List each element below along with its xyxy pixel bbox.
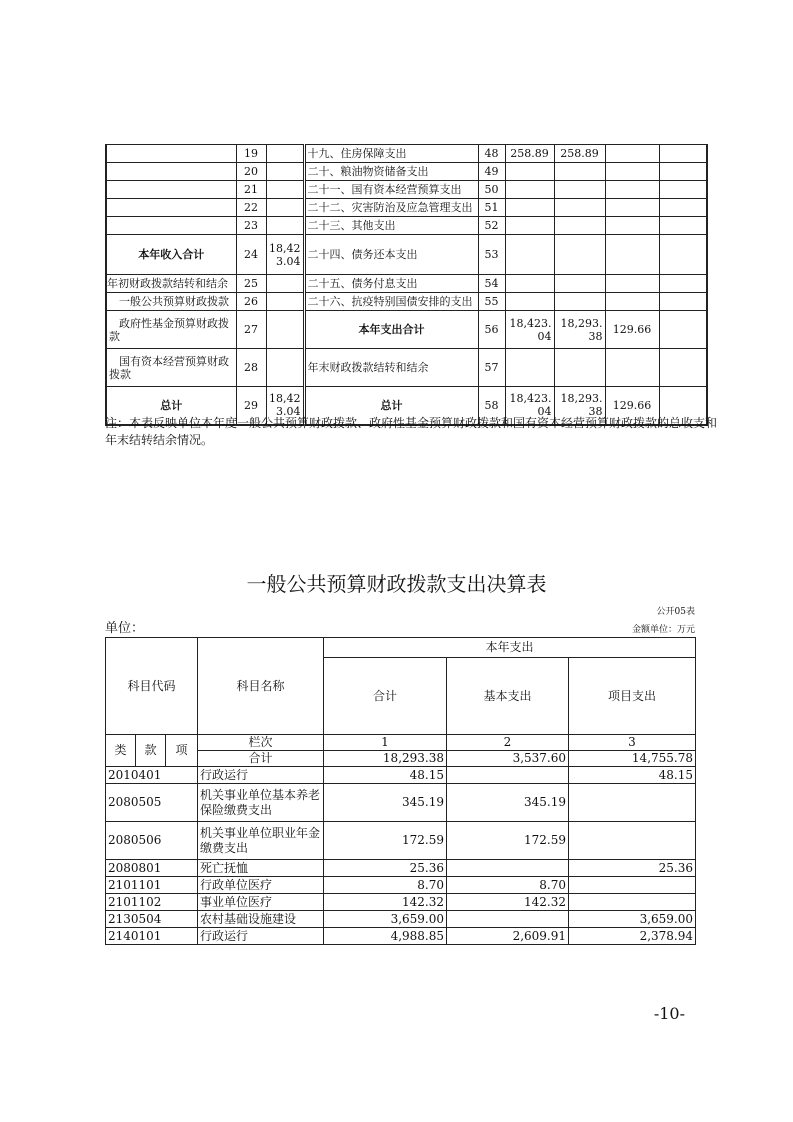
income-amount xyxy=(266,145,304,163)
amount-basic xyxy=(447,911,569,928)
amount-project xyxy=(569,894,696,911)
expense-amount-b xyxy=(554,181,605,199)
expense-amount-c xyxy=(605,145,659,163)
income-amount xyxy=(266,163,304,181)
header-lanci: 栏次 xyxy=(198,735,324,751)
income-expense-table xyxy=(105,144,708,426)
table-row xyxy=(106,293,707,311)
expense-amount-b xyxy=(554,199,605,217)
expense-amount-a: 258.89 xyxy=(505,145,554,163)
amount-project xyxy=(569,784,696,822)
sum-label: 合计 xyxy=(198,751,324,767)
page-title: 一般公共预算财政拨款支出决算表 xyxy=(246,572,547,596)
subject-code: 2010401 xyxy=(106,767,198,784)
amount-total: 345.19 xyxy=(324,784,447,822)
subject-name: 机关事业单位职业年金缴费支出 xyxy=(198,822,324,860)
income-line-no: 24 xyxy=(236,235,266,275)
expense-amount-a xyxy=(505,275,554,293)
expense-line-no: 50 xyxy=(478,181,505,199)
unit-label: 单位： xyxy=(105,621,145,636)
income-line-no: 25 xyxy=(236,275,266,293)
expense-amount-a xyxy=(505,163,554,181)
amount-total: 172.59 xyxy=(324,822,447,860)
expense-line-no: 56 xyxy=(478,311,505,349)
expense-label: 二十六、抗疫特别国债安排的支出 xyxy=(304,293,478,311)
table-row xyxy=(106,349,707,387)
page-number: -10- xyxy=(653,1004,685,1023)
col-3: 3 xyxy=(569,735,696,751)
amount-total: 8.70 xyxy=(324,877,447,894)
header-project: 项目支出 xyxy=(569,658,696,735)
expense-amount-b xyxy=(554,163,605,181)
expense-amount-c xyxy=(605,181,659,199)
table-row xyxy=(106,163,707,181)
expense-amount-a: 18,423.04 xyxy=(505,311,554,349)
income-label xyxy=(106,181,236,199)
table-row xyxy=(106,911,696,928)
col-1: 1 xyxy=(324,735,447,751)
amount-total: 3,659.00 xyxy=(324,911,447,928)
expense-amount-b xyxy=(554,275,605,293)
expense-amount-b xyxy=(554,349,605,387)
expense-line-no: 53 xyxy=(478,235,505,275)
amount-total: 25.36 xyxy=(324,860,447,877)
sum-total: 18,293.38 xyxy=(324,751,447,767)
amount-project xyxy=(569,877,696,894)
amount-basic: 142.32 xyxy=(447,894,569,911)
expense-amount-d xyxy=(659,199,707,217)
subject-name: 机关事业单位基本养老保险缴费支出 xyxy=(198,784,324,822)
amount-basic: 2,609.91 xyxy=(447,928,569,945)
expense-amount-c xyxy=(605,235,659,275)
expense-line-no: 48 xyxy=(478,145,505,163)
expense-amount-a xyxy=(505,181,554,199)
expense-amount-d xyxy=(659,235,707,275)
amount-project xyxy=(569,822,696,860)
expense-line-no: 51 xyxy=(478,199,505,217)
expenditure-table xyxy=(105,637,696,945)
table-row xyxy=(106,877,696,894)
expense-label: 二十二、灾害防治及应急管理支出 xyxy=(304,199,478,217)
subject-code: 2130504 xyxy=(106,911,198,928)
expense-amount-c: 129.66 xyxy=(605,387,659,425)
expense-amount-a xyxy=(505,349,554,387)
table-row xyxy=(106,894,696,911)
income-line-no: 23 xyxy=(236,217,266,235)
income-label: 一般公共预算财政拨款 xyxy=(106,293,236,311)
amount-basic xyxy=(447,767,569,784)
income-line-no: 28 xyxy=(236,349,266,387)
header-total: 合计 xyxy=(324,658,447,735)
income-amount xyxy=(266,181,304,199)
expense-amount-c xyxy=(605,293,659,311)
expense-amount-c xyxy=(605,275,659,293)
subject-code: 2140101 xyxy=(106,928,198,945)
table-row xyxy=(106,767,696,784)
expense-line-no: 52 xyxy=(478,217,505,235)
header-basic: 基本支出 xyxy=(447,658,569,735)
amount-basic xyxy=(447,860,569,877)
col-2: 2 xyxy=(447,735,569,751)
expense-label: 二十四、债务还本支出 xyxy=(304,235,478,275)
income-amount: 18,423.04 xyxy=(266,387,304,425)
subject-name: 行政单位医疗 xyxy=(198,877,324,894)
expense-amount-d xyxy=(659,311,707,349)
expense-amount-b: 258.89 xyxy=(554,145,605,163)
income-amount xyxy=(266,311,304,349)
amount-total: 48.15 xyxy=(324,767,447,784)
table-row xyxy=(106,181,707,199)
income-label: 总计 xyxy=(106,387,236,425)
expense-amount-d xyxy=(659,293,707,311)
subject-name: 死亡抚恤 xyxy=(198,860,324,877)
form-number: 公开05表 xyxy=(656,607,695,617)
table-row xyxy=(106,199,707,217)
amount-basic: 172.59 xyxy=(447,822,569,860)
expense-amount-c xyxy=(605,199,659,217)
income-line-no: 21 xyxy=(236,181,266,199)
income-label: 政府性基金预算财政拨款 xyxy=(106,311,236,349)
table-row xyxy=(106,860,696,877)
table-row xyxy=(106,145,707,163)
expense-amount-b: 18,293.38 xyxy=(554,311,605,349)
expense-line-no: 57 xyxy=(478,349,505,387)
income-line-no: 29 xyxy=(236,387,266,425)
expense-label: 二十五、债务付息支出 xyxy=(304,275,478,293)
subject-name: 行政运行 xyxy=(198,928,324,945)
income-line-no: 27 xyxy=(236,311,266,349)
expense-line-no: 58 xyxy=(478,387,505,425)
subject-code: 2101101 xyxy=(106,877,198,894)
income-amount: 18,423.04 xyxy=(266,235,304,275)
header-kuan: 款 xyxy=(136,735,166,767)
income-amount xyxy=(266,217,304,235)
header-lei: 类 xyxy=(106,735,136,767)
income-amount xyxy=(266,293,304,311)
expense-amount-a xyxy=(505,199,554,217)
expense-amount-d xyxy=(659,181,707,199)
income-label xyxy=(106,145,236,163)
expense-line-no: 55 xyxy=(478,293,505,311)
expense-amount-c xyxy=(605,217,659,235)
amount-project: 2,378.94 xyxy=(569,928,696,945)
income-label xyxy=(106,163,236,181)
expense-label: 年末财政拨款结转和结余 xyxy=(304,349,478,387)
expense-label: 二十一、国有资本经营预算支出 xyxy=(304,181,478,199)
expense-line-no: 49 xyxy=(478,163,505,181)
income-amount xyxy=(266,275,304,293)
table-row xyxy=(106,235,707,275)
expense-amount-d xyxy=(659,349,707,387)
expense-amount-c xyxy=(605,163,659,181)
amount-project: 25.36 xyxy=(569,860,696,877)
expense-label: 总计 xyxy=(304,387,478,425)
subject-name: 行政运行 xyxy=(198,767,324,784)
subject-code: 2080506 xyxy=(106,822,198,860)
expense-label: 二十、粮油物资储备支出 xyxy=(304,163,478,181)
subject-name: 事业单位医疗 xyxy=(198,894,324,911)
amount-total: 142.32 xyxy=(324,894,447,911)
table-row xyxy=(106,822,696,860)
amount-total: 4,988.85 xyxy=(324,928,447,945)
subject-code: 2080505 xyxy=(106,784,198,822)
expense-line-no: 54 xyxy=(478,275,505,293)
income-label xyxy=(106,199,236,217)
table-row xyxy=(106,311,707,349)
subject-name: 农村基础设施建设 xyxy=(198,911,324,928)
income-amount xyxy=(266,349,304,387)
income-line-no: 26 xyxy=(236,293,266,311)
expense-amount-b xyxy=(554,235,605,275)
expense-amount-d xyxy=(659,275,707,293)
amount-project: 3,659.00 xyxy=(569,911,696,928)
expense-label: 二十三、其他支出 xyxy=(304,217,478,235)
income-label: 本年收入合计 xyxy=(106,235,236,275)
sum-basic: 3,537.60 xyxy=(447,751,569,767)
table-row xyxy=(106,217,707,235)
income-line-no: 19 xyxy=(236,145,266,163)
income-line-no: 20 xyxy=(236,163,266,181)
income-label: 国有资本经营预算财政拨款 xyxy=(106,349,236,387)
expense-amount-a: 18,423.04 xyxy=(505,387,554,425)
table-row xyxy=(106,275,707,293)
amount-unit: 金额单位：万元 xyxy=(631,625,695,635)
expense-amount-b xyxy=(554,217,605,235)
header-group: 本年支出 xyxy=(324,638,696,658)
expense-amount-a xyxy=(505,293,554,311)
table-note: 注：本表反映单位本年度一般公共预算财政拨款、政府性基金预算财政拨款和国有资本经营预算财政拨款的总收支和年末结转结余情况。 xyxy=(105,416,718,447)
income-line-no: 22 xyxy=(236,199,266,217)
income-label xyxy=(106,217,236,235)
expense-amount-c: 129.66 xyxy=(605,311,659,349)
sum-project: 14,755.78 xyxy=(569,751,696,767)
income-amount xyxy=(266,199,304,217)
header-xiang: 项 xyxy=(166,735,198,767)
subject-code: 2080801 xyxy=(106,860,198,877)
amount-basic: 345.19 xyxy=(447,784,569,822)
expense-amount-d xyxy=(659,217,707,235)
expense-amount-b: 18,293.38 xyxy=(554,387,605,425)
expense-amount-c xyxy=(605,349,659,387)
income-label: 年初财政拨款结转和结余 xyxy=(106,275,236,293)
amount-basic: 8.70 xyxy=(447,877,569,894)
expense-amount-a xyxy=(505,217,554,235)
expense-amount-d xyxy=(659,163,707,181)
expense-label: 十九、住房保障支出 xyxy=(304,145,478,163)
subject-code: 2101102 xyxy=(106,894,198,911)
header-name: 科目名称 xyxy=(198,638,324,735)
expense-amount-b xyxy=(554,293,605,311)
expense-amount-d xyxy=(659,145,707,163)
expense-amount-a xyxy=(505,235,554,275)
expense-label: 本年支出合计 xyxy=(304,311,478,349)
table-row xyxy=(106,928,696,945)
amount-project: 48.15 xyxy=(569,767,696,784)
table-row xyxy=(106,784,696,822)
header-code: 科目代码 xyxy=(106,638,198,735)
